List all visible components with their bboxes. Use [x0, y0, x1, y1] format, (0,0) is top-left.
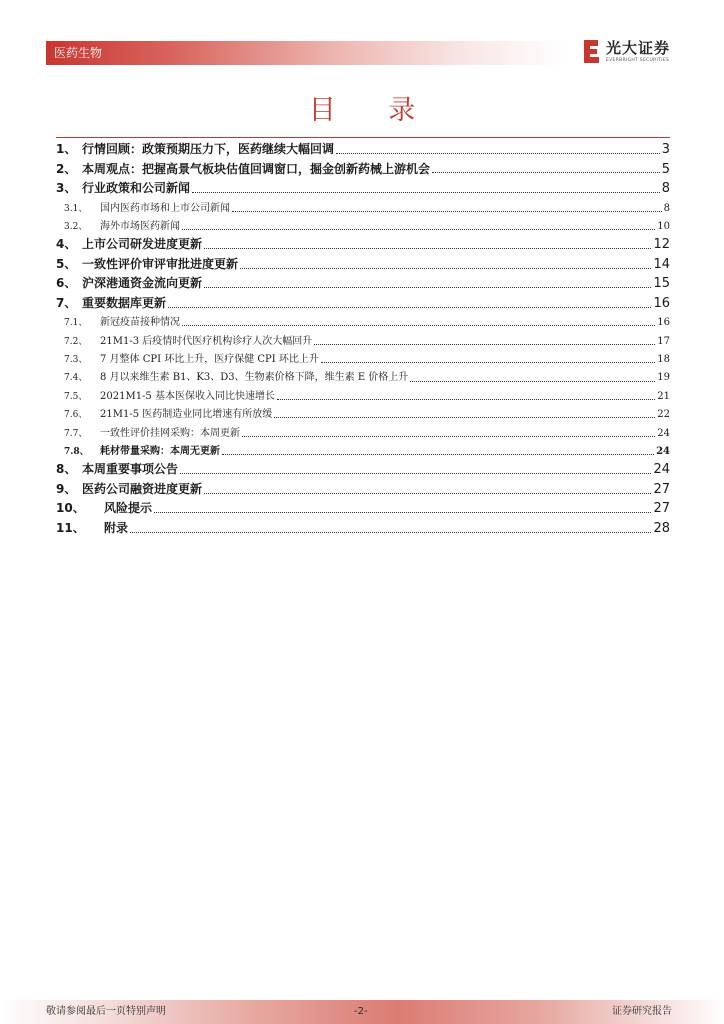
toc-entry[interactable]	[56, 217, 670, 235]
toc-entry[interactable]	[56, 460, 670, 480]
toc-entry-title: 21M1-3 后疫情时代医疗机构诊疗人次大幅回升	[100, 335, 313, 347]
logo-name: 光大证券	[606, 39, 671, 57]
toc-entry-title: 2021M1-5 基本医保收入同比快速增长	[100, 390, 275, 402]
toc-entry-page: 8	[661, 181, 670, 196]
toc-entry[interactable]	[56, 387, 670, 405]
toc-entry-number: 7.2、	[64, 336, 88, 347]
toc-entry-number: 7.3、	[64, 355, 88, 366]
toc-entry[interactable]	[56, 350, 670, 368]
toc-entry-page: 15	[653, 276, 670, 292]
toc-dot-leader	[168, 299, 651, 309]
toc-entry-number: 2、	[56, 161, 77, 176]
footer-band	[0, 1000, 724, 1024]
table-of-contents	[56, 140, 670, 538]
toc-entry-page: 17	[657, 335, 670, 347]
toc-entry-page: 24	[653, 462, 670, 478]
toc-dot-leader	[314, 336, 655, 346]
toc-entry-number: 10、	[56, 501, 85, 516]
toc-entry-title: 一致性评价挂网采购：本周更新	[100, 427, 240, 439]
toc-entry-title: 上市公司研发进度更新	[82, 237, 203, 252]
toc-entry-number: 5、	[56, 256, 77, 271]
toc-entry-title: 一致性评价审评审批进度更新	[82, 256, 239, 271]
toc-entry[interactable]	[56, 160, 670, 180]
toc-entry-number: 7.6、	[64, 410, 88, 421]
toc-entry-title: 风险提示	[104, 501, 153, 516]
toc-entry-page: 19	[657, 372, 670, 384]
toc-entry-title: 行业政策和公司新闻	[82, 181, 191, 195]
toc-entry-number: 3、	[56, 181, 77, 195]
toc-entry-number: 6、	[56, 276, 77, 291]
toc-entry-number: 8、	[56, 462, 77, 477]
toc-dot-leader	[192, 184, 660, 194]
toc-entry-number: 9、	[56, 481, 77, 496]
toc-entry-title: 8 月以来维生素 B1、K3、D3、生物素价格下降，维生素 E 价格上升	[100, 372, 409, 384]
toc-dot-leader	[240, 260, 651, 270]
header-section-band	[46, 41, 566, 65]
toc-entry[interactable]	[56, 332, 670, 350]
toc-entry-page: 28	[653, 520, 670, 536]
toc-entry-page: 16	[657, 317, 670, 329]
toc-entry-page: 22	[657, 409, 670, 421]
section-label: 医药生物	[54, 46, 103, 60]
toc-entry[interactable]	[56, 368, 670, 386]
toc-dot-leader	[242, 428, 655, 438]
toc-dot-leader	[222, 446, 654, 456]
toc-entry[interactable]	[56, 199, 670, 217]
toc-entry-number: 3.1、	[64, 203, 88, 214]
toc-entry-title: 行情回顾：政策预期压力下，医药继续大幅回调	[82, 142, 335, 156]
toc-entry[interactable]	[56, 442, 670, 460]
toc-entry[interactable]	[56, 519, 670, 539]
toc-entry-page: 21	[657, 390, 670, 402]
toc-entry-page: 14	[653, 256, 670, 272]
toc-entry-page: 3	[661, 142, 670, 157]
toc-entry-title: 本周观点：把握高景气板块估值回调窗口，掘金创新药械上游机会	[82, 161, 431, 176]
toc-entry[interactable]	[56, 424, 670, 442]
toc-dot-leader	[432, 164, 660, 174]
toc-entry-page: 27	[653, 481, 670, 497]
toc-entry-page: 10	[657, 220, 670, 232]
toc-entry-title: 本周重要事项公告	[82, 462, 179, 477]
toc-entry-page: 18	[657, 354, 670, 366]
toc-entry[interactable]	[56, 480, 670, 500]
toc-entry-number: 1、	[56, 142, 77, 156]
toc-dot-leader	[154, 504, 651, 514]
toc-entry[interactable]	[56, 499, 670, 519]
toc-entry-title: 医药公司融资进度更新	[82, 481, 203, 496]
toc-dot-leader	[410, 373, 655, 383]
title-divider	[56, 137, 670, 138]
toc-entry-number: 7、	[56, 295, 77, 310]
page-title: 目 录	[308, 95, 438, 126]
toc-dot-leader	[277, 391, 655, 401]
toc-dot-leader	[204, 279, 651, 289]
toc-entry-title: 耗材带量采购：本周无更新	[100, 446, 220, 458]
toc-entry-page: 16	[653, 295, 670, 311]
toc-entry-title: 附录	[104, 520, 129, 535]
toc-entry[interactable]	[56, 235, 670, 255]
company-logo	[582, 38, 678, 68]
toc-dot-leader	[321, 354, 655, 364]
toc-entry-title: 7 月整体 CPI 环比上升，医疗保健 CPI 环比上升	[100, 354, 319, 366]
toc-entry-page: 24	[657, 427, 670, 439]
toc-entry-number: 11、	[56, 520, 85, 535]
footer-disclaimer: 敬请参阅最后一页特别声明	[46, 1006, 166, 1017]
toc-entry-title: 海外市场医药新闻	[100, 220, 180, 232]
toc-entry-number: 7.7、	[64, 428, 88, 439]
toc-entry[interactable]	[56, 140, 670, 160]
page-number: -2-	[354, 1006, 368, 1017]
toc-entry-page: 12	[653, 237, 670, 253]
toc-dot-leader	[204, 485, 651, 495]
toc-entry[interactable]	[56, 274, 670, 294]
toc-dot-leader	[232, 203, 662, 213]
toc-entry-page: 5	[661, 161, 670, 177]
toc-entry-title: 沪深港通资金流向更新	[82, 276, 203, 291]
toc-entry[interactable]	[56, 294, 670, 314]
toc-entry-number: 7.5、	[64, 391, 88, 402]
toc-entry-number: 7.4、	[64, 373, 88, 384]
toc-entry-number: 3.2、	[64, 221, 88, 232]
toc-entry[interactable]	[56, 255, 670, 275]
toc-entry-title: 重要数据库更新	[82, 295, 167, 310]
toc-entry-title: 新冠疫苗接种情况	[100, 317, 180, 329]
toc-entry-page: 27	[653, 501, 670, 517]
toc-entry[interactable]	[56, 313, 670, 331]
toc-dot-leader	[336, 145, 660, 155]
toc-dot-leader	[180, 465, 651, 475]
toc-entry-page: 8	[663, 202, 670, 214]
toc-entry[interactable]	[56, 179, 670, 199]
everbright-logo-icon	[582, 38, 602, 64]
toc-dot-leader	[182, 221, 655, 231]
toc-dot-leader	[204, 240, 651, 250]
toc-entry[interactable]	[56, 405, 670, 423]
toc-entry-page: 24	[656, 446, 670, 458]
toc-dot-leader	[182, 317, 655, 327]
toc-dot-leader	[274, 409, 655, 419]
logo-subtitle: EVERBRIGHT SECURITIES	[606, 58, 670, 63]
toc-entry-number: 4、	[56, 237, 77, 252]
toc-entry-number: 7.8、	[64, 447, 89, 458]
toc-dot-leader	[130, 524, 651, 534]
toc-entry-number: 7.1、	[64, 318, 88, 329]
toc-entry-title: 21M1-5 医药制造业同比增速有所放缓	[100, 409, 273, 421]
toc-entry-title: 国内医药市场和上市公司新闻	[100, 202, 230, 214]
footer-report-type: 证券研究报告	[612, 1006, 672, 1017]
